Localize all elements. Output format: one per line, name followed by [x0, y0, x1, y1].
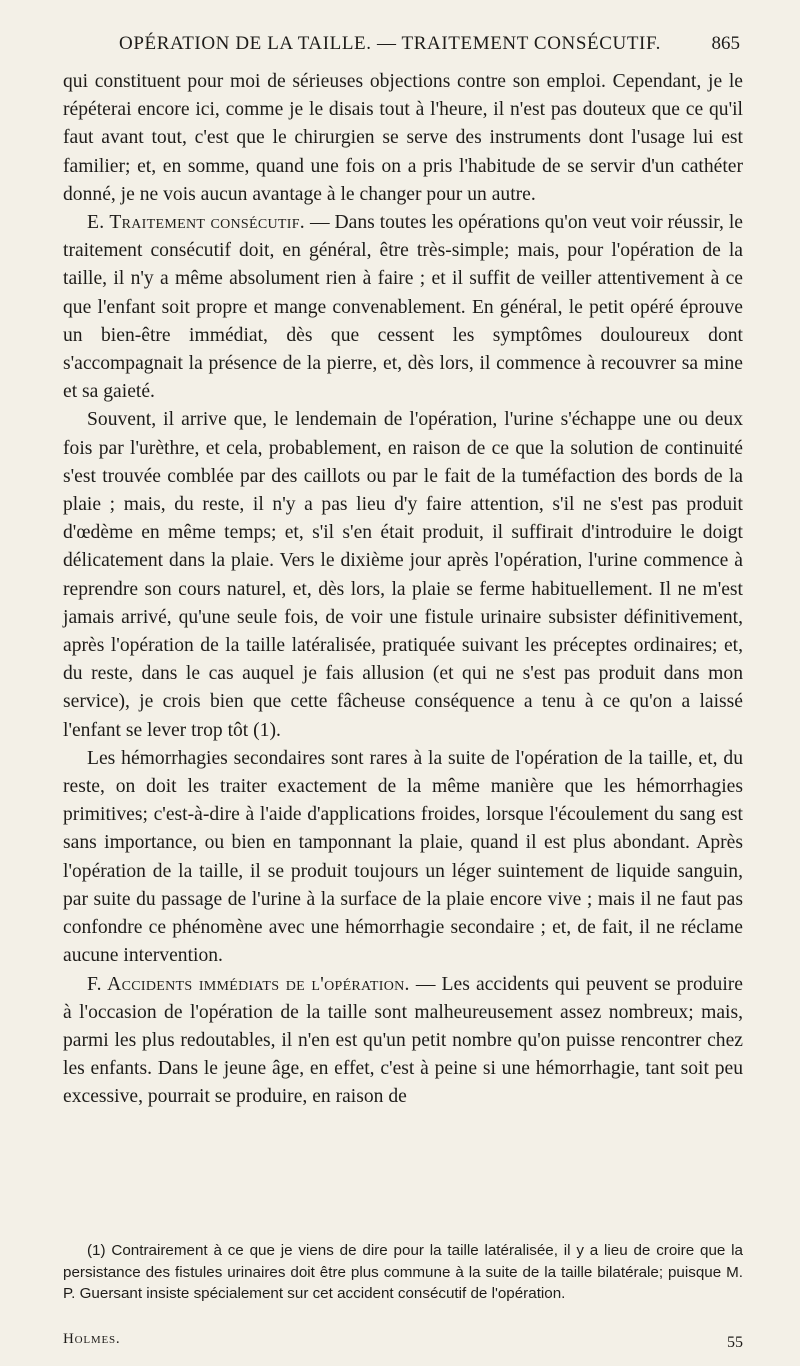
paragraph-urine: Souvent, il arrive que, le lendemain de l'opération, l'urine s'échappe une ou deux fois par l'urèthre, et cela, probablement, en raison de ce que la solution de continuité s'est trouvée comblée par des caillots ou par le fait de la tuméfaction des bords de la plaie ; mais, du reste, il n'y a pas lieu d'y faire attention, s'il ne s'est pas produit d'œdème en même temps; et, s'il s'en était produit, il suffirait d'introduire le doigt délicatement dans la plaie. Vers le dixième jour après l'opération, l'urine commence à reprendre son cours naturel, et, dès lors, la plaie se ferme habituellement. Il ne m'est jamais arrivé, qu'une seule fois, de voir une fistule urinaire subsister définitivement, après l'opération de la taille latéralisée, pratiquée suivant les préceptes ordinaires; et, du reste, dans le cas auquel je fais allusion (et qui ne s'est pas produit dans mon service), je crois bien que cette fâcheuse conséquence a tenu à ce qu'on a laissé l'enfant se lever trop tôt (1). [63, 409, 743, 741]
paragraph-traitement-text: — Dans toutes les opérations qu'on veut voir réussir, le traitement consécutif doit, en général, être très-simple; mais, pour l'opération de la taille, il n'y a même absolument rien à faire ; et il suffit de veiller attentivement à ce que l'enfant soit propre et mange convenablement. En général, le petit opéré éprouve un bien-être immédiat, dès que cessent les symptômes douloureux dont s'accompagnait la présence de la pierre, et, dès lors, il commence à recouvrer sa mine et sa gaieté. [63, 212, 743, 403]
body-text [63, 68, 743, 1112]
running-head [100, 33, 740, 63]
page-number: 865 [711, 33, 740, 54]
section-heading-traitement: E. Traitement consécutif. [87, 212, 305, 234]
signature-number: 55 [727, 1334, 743, 1351]
footnote-1: (1) Contrairement à ce que je viens de dire pour la taille latéralisée, il y a lieu de croire que la persistance des fistules urinaires doit être plus commune à la suite de la taille bilatérale; puisque M. P. Guersant insiste spécialement sur cet accident consécutif de l'opération. [63, 1242, 743, 1302]
paragraph-hemorrhagies: Les hémorrhagies secondaires sont rares à la suite de l'opération de la taille, et, du reste, on doit les traiter exactement de la même manière que les hémorrhagies primitives; c'est-à-dire à l'aide d'applications froides, lorsque l'écoulement du sang est sans importance, ou bien en tamponnant la plaie, quand il est plus abondant. Après l'opération de la taille, il se produit toujours un léger suintement de liquide sanguin, par suite du passage de l'urine à la surface de la plaie encore vive ; mais il ne faut pas confondre ce phénomène avec une hémorrhagie secondaire ; et, de fait, il ne réclame aucune intervention. [63, 747, 743, 967]
signature-line [63, 1331, 743, 1355]
running-title: OPÉRATION DE LA TAILLE. — TRAITEMENT CONSÉCUTIF. [119, 33, 661, 54]
paragraph-accidents-text: — Les accidents qui peuvent se produire à l'occasion de l'opération de la taille sont malheureusement assez nombreux; mais, parmi les plus redoutables, il n'en est qu'un petit nombre qu'on puisse rencontrer chez les enfants. Dans le jeune âge, en effet, c'est à peine si une hémorrhagie, tant soit peu excessive, pourrait se produire, en raison de [63, 973, 743, 1108]
paragraph-catheter: qui constituent pour moi de sérieuses objections contre son emploi. Cependant, je le répéterai encore ici, comme je le disais tout à l'heure, il n'est pas douteux que ce qu'il faut avant tout, c'est que le chirurgien se serve des instruments dont l'usage lui est familier; et, en somme, quand une fois on a pris l'habitude de se servir d'un cathéter donné, je ne vois aucun avantage à le changer pour un autre. [63, 71, 743, 205]
footnotes [63, 1240, 743, 1305]
section-heading-accidents: F. Accidents immédiats de l'opération. [87, 973, 410, 995]
paragraph-accidents [63, 971, 743, 1112]
signature-mark: Holmes. [63, 1331, 121, 1347]
paragraph-traitement-consecutif [63, 209, 743, 406]
